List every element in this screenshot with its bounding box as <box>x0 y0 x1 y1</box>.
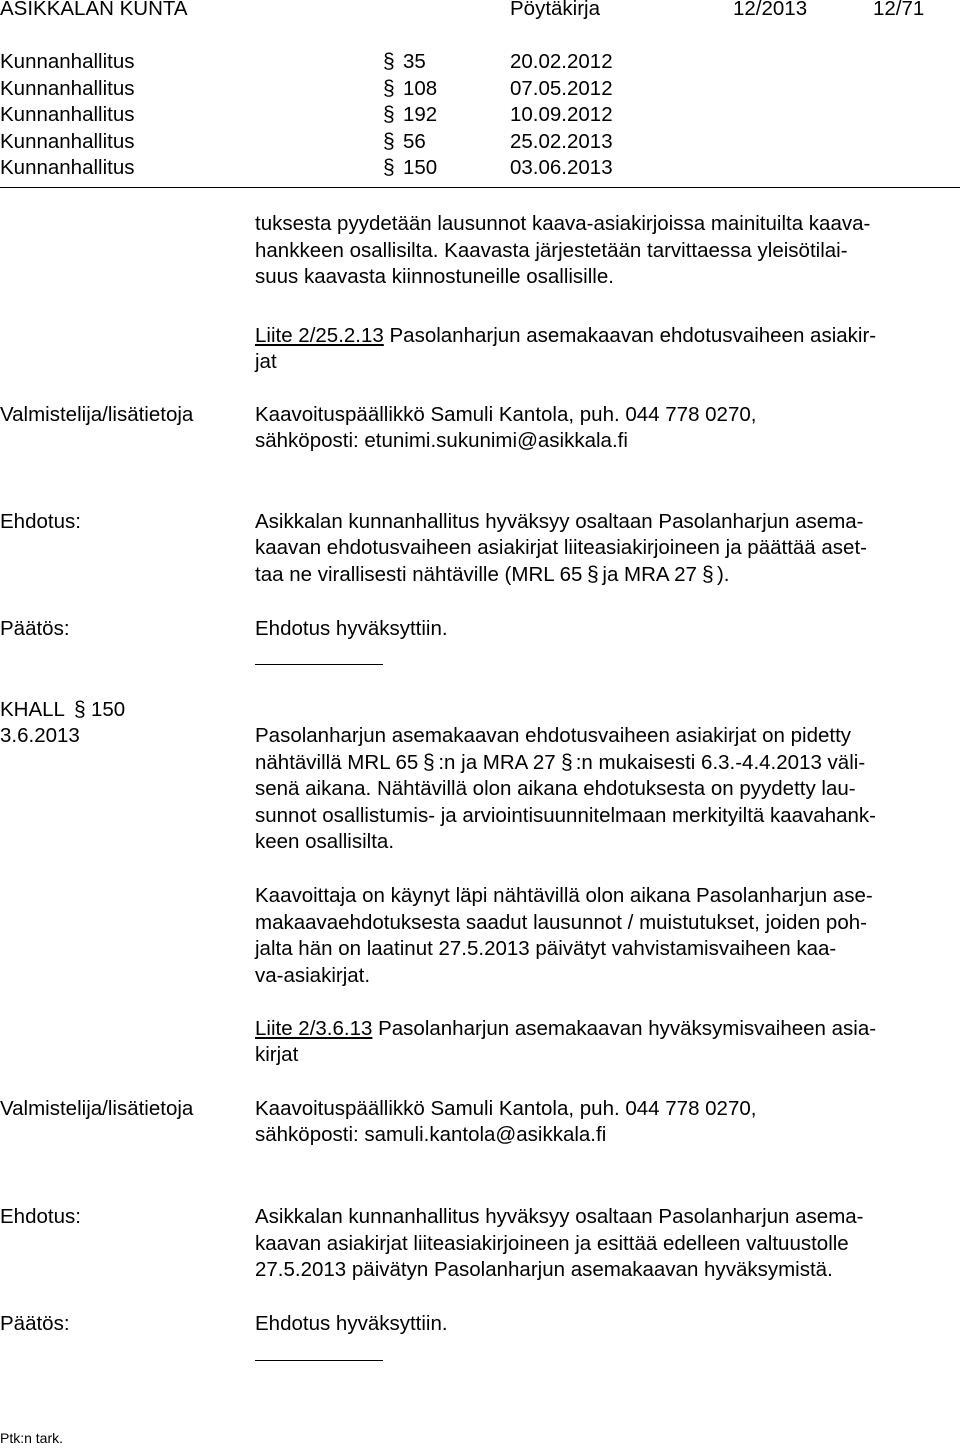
khall-p1-rest: senä aikana. Nähtävillä olon aikana ehdotuksesta on pyydetty lau- sunnot osallistumis- ja arviointisuunnitelmaan merkityiltä kaavahank- keen osallisilta. <box>255 777 876 853</box>
history-date: 10.09.2012 <box>510 103 613 126</box>
attachment-2 <box>255 1016 955 1043</box>
document-number: 12/2013 <box>733 0 808 20</box>
svg-text:§: § <box>383 50 395 72</box>
khall-label: KHALL <box>0 698 65 721</box>
municipality-name: ASIKKALAN KUNTA <box>0 0 188 20</box>
history-section: 56 <box>403 130 426 153</box>
svg-text:§: § <box>560 751 573 773</box>
svg-text:§: § <box>423 751 436 773</box>
attachment-1 <box>255 323 955 350</box>
history-body: Kunnanhallitus <box>0 156 135 179</box>
proposal-1-line1: Asikkalan kunnanhallitus hyväksyy osaltaan Pasolanharjun asema- <box>255 510 864 533</box>
preparer-1-label: Valmistelija/lisätietoja <box>0 403 194 426</box>
attachment-2-text: Pasolanharjun asemakaavan hyväksymisvaiheen asia- <box>372 1017 877 1040</box>
history-section: 150 <box>403 156 438 179</box>
svg-text:§: § <box>383 77 395 99</box>
khall-date: 3.6.2013 <box>0 724 80 747</box>
history-body: Kunnanhallitus <box>0 103 135 126</box>
intro-paragraph: tuksesta pyydetään lausunnot kaava-asiakirjoissa mainituilta kaava- hankkeen osallisilta. Kaavasta järjestetään tarvittaessa yleisötilai- suus kaavasta kiinnostuneille osallisille. <box>255 212 871 288</box>
khall-number: 150 <box>90 698 126 721</box>
proposal-1-line3-b: ja MRA 27 <box>602 563 697 586</box>
svg-text:§: § <box>587 563 600 585</box>
document-type: Pöytäkirja <box>510 0 601 20</box>
section-sign-icon <box>697 563 717 585</box>
section-sign-icon <box>383 48 395 72</box>
proposal-2-text: Asikkalan kunnanhallitus hyväksyy osaltaan Pasolanharjun asema- kaavan asiakirjat liiteasiakirjoineen ja esittää edelleen valtuustolle 27.5.2013 päivätyn Pasolanharjun asemakaavan hyväksymistä. <box>255 1205 864 1281</box>
history-date: 07.05.2012 <box>510 77 613 100</box>
header-divider <box>0 187 960 188</box>
proposal-1-label: Ehdotus: <box>0 510 81 533</box>
khall-p1-line2-c: :n mukaisesti 6.3.-4.4.2013 väli- <box>575 751 866 774</box>
decision-2-label: Päätös: <box>0 1312 70 1335</box>
history-date: 25.02.2013 <box>510 130 613 153</box>
proposal-1-line2: kaavan ehdotusvaiheen asiakirjat liiteasiakirjoineen ja päättää aset- <box>255 536 867 559</box>
khall-heading <box>0 697 125 724</box>
decision-1-underline <box>255 664 383 665</box>
preparer-2-line1: Kaavoituspäällikkö Samuli Kantola, puh. 044 778 0270, <box>255 1097 757 1120</box>
proposal-2-label: Ehdotus: <box>0 1205 81 1228</box>
history-body: Kunnanhallitus <box>0 50 135 73</box>
preparer-1-line2: sähköposti: etunimi.sukunimi@asikkala.fi <box>255 429 628 452</box>
history-body: Kunnanhallitus <box>0 77 135 100</box>
section-sign-icon <box>383 154 395 178</box>
section-sign-icon <box>556 751 576 773</box>
khall-p2: Kaavoittaja on käynyt läpi nähtävillä olon aikana Pasolanharjun ase- makaavaehdotuksesta saadut lausunnot / muistutukset, joiden poh- jalta hän on laatinut 27.5.2013 päivätyt vahvistamisvaiheen kaa- va-asiakirjat. <box>255 884 873 987</box>
attachment-2-cont: kirjat <box>255 1043 299 1066</box>
section-sign-icon <box>65 698 91 720</box>
history-date: 03.06.2013 <box>510 156 613 179</box>
attachment-2-link[interactable]: Liite 2/3.6.13 <box>255 1017 373 1040</box>
history-section: 192 <box>403 103 438 126</box>
svg-text:§: § <box>73 698 86 720</box>
proposal-1-line3-c: ). <box>716 563 730 586</box>
proposal-1-line3-a: taa ne virallisesti nähtäville (MRL 65 <box>255 563 583 586</box>
decision-2-underline <box>255 1360 383 1361</box>
attachment-1-text: Pasolanharjun asemakaavan ehdotusvaiheen asiakir- <box>383 324 877 347</box>
decision-1-label: Päätös: <box>0 617 70 640</box>
svg-text:§: § <box>383 103 395 125</box>
section-sign-icon <box>582 563 602 585</box>
history-section: 35 <box>403 50 426 73</box>
footer-inspector-label: Ptk:n tark. <box>0 1430 64 1446</box>
section-sign-icon <box>383 128 395 152</box>
attachment-1-link[interactable]: Liite 2/25.2.13 <box>255 324 384 347</box>
section-sign-icon <box>383 101 395 125</box>
section-sign-icon <box>383 75 395 99</box>
svg-text:§: § <box>383 130 395 152</box>
decision-1-text: Ehdotus hyväksyttiin. <box>255 617 448 640</box>
history-date: 20.02.2012 <box>510 50 613 73</box>
section-sign-icon <box>418 751 438 773</box>
khall-p1-line2-b: :n ja MRA 27 <box>438 751 556 774</box>
page-number: 12/71 <box>873 0 925 20</box>
svg-text:§: § <box>701 563 714 585</box>
khall-p1-line2-a: nähtävillä MRL 65 <box>255 751 419 774</box>
khall-p1-line1: Pasolanharjun asemakaavan ehdotusvaiheen asiakirjat on pidetty <box>255 724 852 747</box>
khall-p1-line2 <box>255 750 955 777</box>
preparer-2-label: Valmistelija/lisätietoja <box>0 1097 194 1120</box>
svg-text:§: § <box>383 156 395 178</box>
history-body: Kunnanhallitus <box>0 130 135 153</box>
decision-2-text: Ehdotus hyväksyttiin. <box>255 1312 448 1335</box>
history-section: 108 <box>403 77 438 100</box>
preparer-2-line2: sähköposti: samuli.kantola@asikkala.fi <box>255 1123 607 1146</box>
proposal-1-line3 <box>255 562 955 589</box>
attachment-1-cont: jat <box>255 350 277 373</box>
preparer-1-line1: Kaavoituspäällikkö Samuli Kantola, puh. 044 778 0270, <box>255 403 757 426</box>
